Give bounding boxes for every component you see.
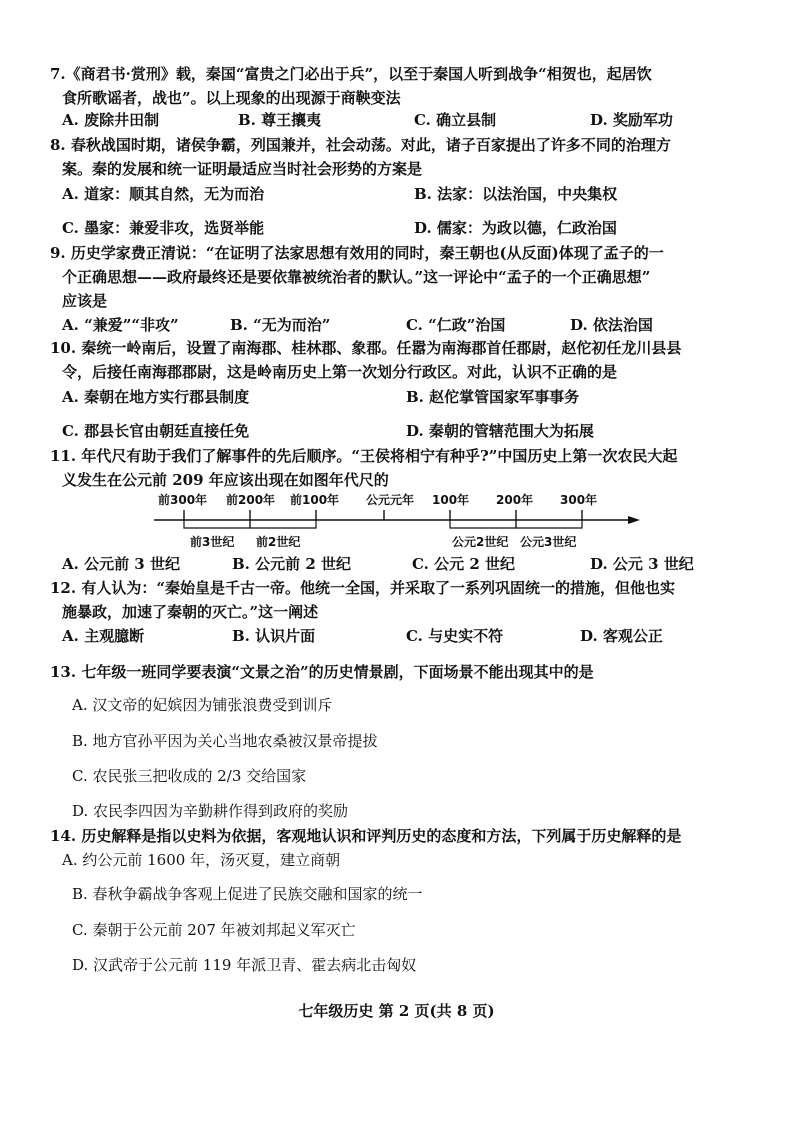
q12-option-c: C. 与史实不符 [406, 627, 504, 645]
q13-option-d: D. 农民李四因为辛勤耕作得到政府的奖励 [72, 802, 349, 820]
q9-option-c: C. “仁政”治国 [406, 316, 506, 334]
q14-option-c: C. 秦朝于公元前 207 年被刘邦起义军灭亡 [72, 921, 356, 939]
q8-option-c: C. 墨家：兼爱非攻，选贤举能 [62, 219, 265, 237]
q12-option-a: A. 主观臆断 [62, 627, 145, 645]
q7-option-b: B. 尊王攘夷 [238, 111, 322, 129]
q10-option-a: A. 秦朝在地方实行郡县制度 [62, 388, 250, 406]
timeline-century-3ad: 公元3世纪 [520, 535, 577, 549]
q13-option-a: A. 汉文帝的妃嫔因为铺张浪费受到训斥 [72, 696, 333, 714]
q10-option-c: C. 郡县长官由朝廷直接任免 [62, 422, 250, 440]
q7-option-a: A. 废除井田制 [62, 111, 160, 129]
q9-stem-line3: 应该是 [62, 292, 108, 310]
q9-stem-line1: 9. 历史学家费正清说：“在证明了法家思想有效用的同时，秦王朝也(从反面)体现了孟子的一 [50, 244, 664, 262]
q12-stem-line1: 12. 有人认为：“秦始皇是千古一帝。他统一全国，并采取了一系列巩固统一的措施，但他也实 [50, 579, 675, 597]
timeline-century-2bc: 前2世纪 [256, 535, 301, 549]
q7-stem-line2: 食所歌谣者，战也”。以上现象的出现源于商鞅变法 [62, 89, 401, 107]
q10-option-d: D. 秦朝的管辖范围大为拓展 [406, 422, 594, 440]
timeline-label-year0: 公元元年 [366, 493, 415, 507]
q9-option-b: B. “无为而治” [230, 316, 331, 334]
q13-option-c: C. 农民张三把收成的 2/3 交给国家 [72, 767, 307, 785]
q11-option-a: A. 公元前 3 世纪 [62, 555, 180, 573]
timeline-arrow [628, 516, 640, 524]
q9-option-a: A. “兼爱”“非攻” [62, 316, 179, 334]
q7-option-d: D. 奖励军功 [590, 111, 673, 129]
q11-option-b: B. 公元前 2 世纪 [232, 555, 352, 573]
q8-option-d: D. 儒家：为政以德，仁政治国 [414, 219, 617, 237]
bracket-2nd-century-ad [450, 520, 516, 528]
q9-option-d: D. 依法治国 [570, 316, 653, 334]
q10-stem-line1: 10. 秦统一岭南后，设置了南海郡、桂林郡、象郡。任嚣为南海郡首任郡尉，赵佗初任龙川县县 [50, 339, 682, 357]
q7-option-c: C. 确立县制 [414, 111, 497, 129]
q7-stem-line1: 7.《商君书·赏刑》载，秦国“富贵之门必出于兵”，以至于秦国人听到战争“相贺也，起居饮 [50, 65, 652, 83]
q8-option-b: B. 法家：以法治国，中央集权 [414, 185, 618, 203]
q10-option-b: B. 赵佗掌管国家军事事务 [406, 388, 580, 406]
timeline-century-2ad: 公元2世纪 [452, 535, 509, 549]
timeline-label-200bc: 前200年 [226, 493, 276, 507]
timeline-label-200ad: 200年 [496, 493, 534, 507]
q11-option-c: C. 公元 2 世纪 [412, 555, 516, 573]
q10-stem-line2: 令，后接任南海郡郡尉，这是岭南历史上第一次划分行政区。对此，认识不正确的是 [62, 363, 618, 381]
bracket-2nd-century-bc [250, 520, 316, 528]
q13-stem-line1: 13. 七年级一班同学要表演“文景之治”的历史情景剧，下面场景不能出现其中的是 [50, 663, 594, 681]
q12-option-d: D. 客观公正 [580, 627, 663, 645]
q14-option-d: D. 汉武帝于公元前 119 年派卫青、霍去病北击匈奴 [72, 956, 417, 974]
page-footer: 七年级历史 第 2 页(共 8 页) [298, 1002, 495, 1020]
timeline-label-300bc: 前300年 [158, 493, 208, 507]
q11-stem-line2: 义发生在公元前 209 年应该出现在如图年代尺的 [62, 471, 389, 489]
q8-option-a: A. 道家：顺其自然，无为而治 [62, 185, 265, 203]
bracket-3rd-century-ad [516, 520, 582, 528]
timeline-label-100bc: 前100年 [290, 493, 340, 507]
timeline-century-3bc: 前3世纪 [190, 535, 235, 549]
q14-option-a: A. 约公元前 1600 年，汤灭夏，建立商朝 [62, 851, 341, 869]
q11-option-d: D. 公元 3 世纪 [590, 555, 694, 573]
q12-stem-line2: 施暴政，加速了秦朝的灭亡。”这一阐述 [62, 603, 319, 621]
timeline-label-100ad: 100年 [432, 493, 470, 507]
q14-option-b: B. 春秋争霸战争客观上促进了民族交融和国家的统一 [72, 885, 423, 903]
timeline-label-300ad: 300年 [560, 493, 598, 507]
q14-stem-line1: 14. 历史解释是指以史料为依据，客观地认识和评判历史的态度和方法，下列属于历史解释的是 [50, 827, 682, 845]
q8-stem-line1: 8. 春秋战国时期，诸侯争霸，列国兼并，社会动荡。对此，诸子百家提出了许多不同的治理方 [50, 136, 671, 154]
q11-stem-line1: 11. 年代尺有助于我们了解事件的先后顺序。“王侯将相宁有种乎?”中国历史上第一次农民大起 [50, 447, 678, 465]
q13-option-b: B. 地方官孙平因为关心当地农桑被汉景帝提拔 [72, 732, 378, 750]
q12-option-b: B. 认识片面 [232, 627, 316, 645]
bracket-3rd-century-bc [184, 520, 250, 528]
timeline-ruler [148, 490, 648, 552]
q9-stem-line2: 个正确思想——政府最终还是要依靠被统治者的默认。”这一评论中“孟子的一个正确思想” [62, 268, 651, 286]
q8-stem-line2: 案。秦的发展和统一证明最适应当时社会形势的方案是 [62, 160, 423, 178]
